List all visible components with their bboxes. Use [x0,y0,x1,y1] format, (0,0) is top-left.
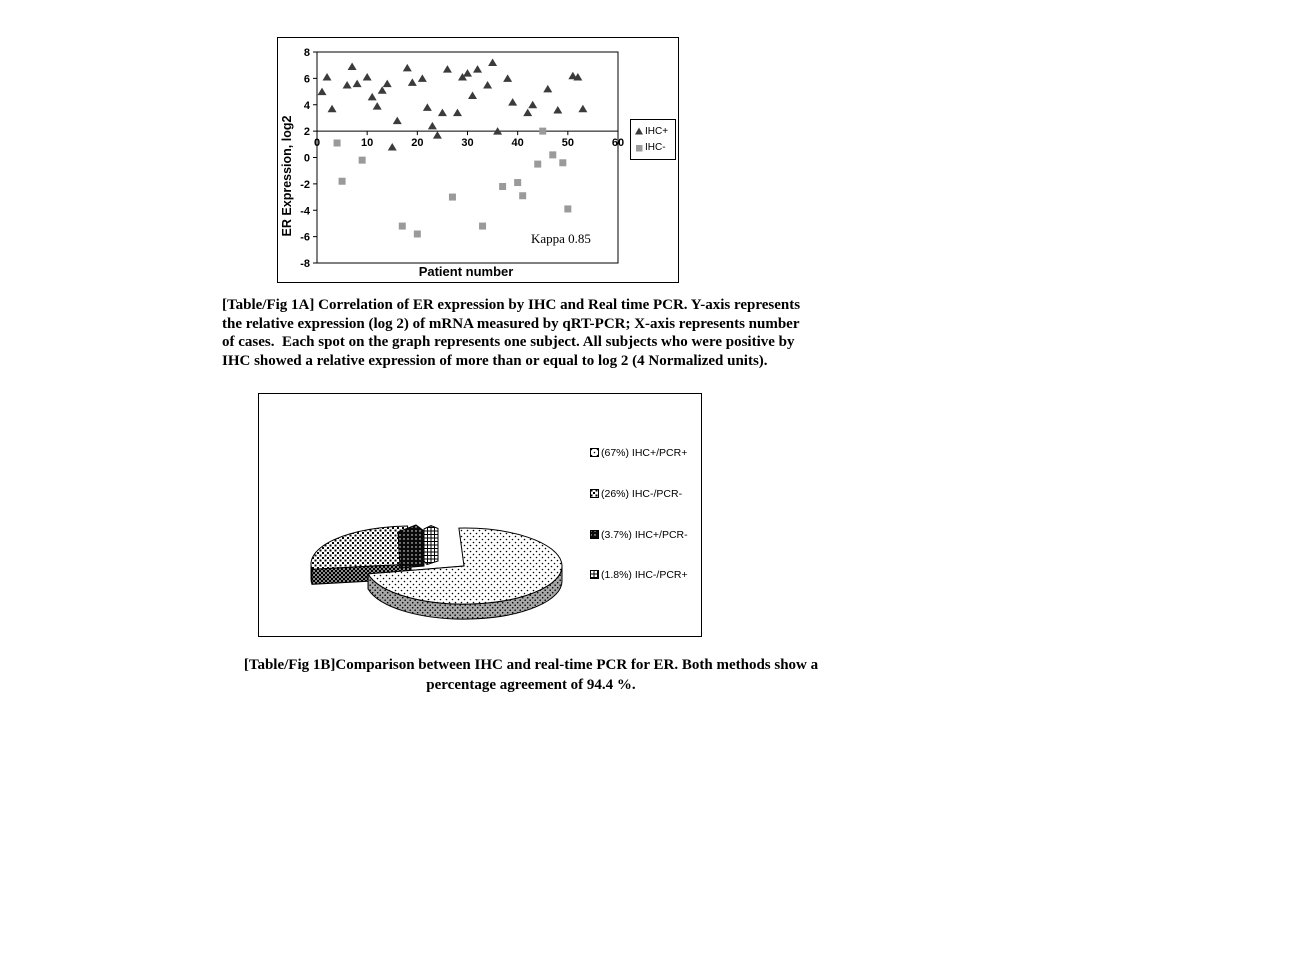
svg-text:40: 40 [511,137,524,150]
pie-drawing [259,394,701,636]
black-dot-swatch-icon [590,530,599,539]
fig1b-caption [222,656,840,695]
pie-legend-entry-1-8 [590,568,688,581]
legend-entry-ihc-minus [634,142,675,153]
pie-legend-label: (1.8%) IHC-/PCR+ [601,568,688,581]
pie-legend-label: (67%) IHC+/PCR+ [601,446,688,459]
square-marker-icon [634,143,644,153]
caption-line: IHC showed a relative expression of more than or equal to log 2 (4 Normalized units). [222,353,768,370]
scatter-legend [630,119,676,160]
pie-slice-1-8pct [424,526,438,565]
pie-legend-entry-3-7 [590,528,688,541]
svg-text:60: 60 [611,137,625,150]
svg-text:20: 20 [411,137,424,150]
dotted-white-swatch-icon [590,448,599,457]
svg-text:-4: -4 [300,205,310,218]
svg-text:0: 0 [313,137,321,150]
svg-text:30: 30 [461,137,474,150]
pie-legend-entry-26 [590,487,682,500]
svg-text:10: 10 [361,137,374,150]
y-axis-label: ER Expression, log2 [280,115,294,237]
grid-swatch-icon [590,570,599,579]
caption-line: of cases. Each spot on the graph represents one subject. All subjects who were positive by [222,334,795,351]
legend-label: IHC- [645,142,666,154]
svg-text:2: 2 [303,126,310,139]
svg-text:0: 0 [303,152,310,165]
caption-line: percentage agreement of 94.4 %. [426,676,636,693]
svg-text:-2: -2 [300,178,310,191]
caption-line: the relative expression (log 2) of mRNA measured by qRT-PCR; X-axis represents number [222,315,800,332]
dotted-dense-swatch-icon [590,489,599,498]
triangle-marker-icon [634,126,644,136]
caption-line: [Table/Fig 1B]Comparison between IHC and real-time PCR for ER. Both methods show a [243,657,819,673]
pie-legend-label: (3.7%) IHC+/PCR- [601,528,688,541]
caption-line: [Table/Fig 1A] Correlation of ER expression by IHC and Real time PCR. Y-axis represents [222,297,801,313]
fig1a-scatter-chart [277,37,679,283]
pie-legend-entry-67 [590,446,687,459]
fig1a-caption [222,296,862,371]
svg-text:4: 4 [303,99,310,112]
legend-entry-ihc-plus [634,126,675,137]
svg-text:50: 50 [561,137,574,150]
kappa-annotation: Kappa 0.85 [531,231,591,246]
pie-slice-3-7pct [398,525,424,568]
svg-text:-6: -6 [300,231,310,244]
svg-text:-8: -8 [300,258,310,270]
legend-label: IHC+ [645,125,669,137]
fig1b-pie-chart [258,393,702,637]
svg-text:8: 8 [303,47,310,59]
pie-legend-label: (26%) IHC-/PCR- [601,487,683,500]
x-axis-label: Patient number [418,264,514,279]
svg-text:6: 6 [303,73,310,86]
scatter-plot-area [278,38,678,282]
